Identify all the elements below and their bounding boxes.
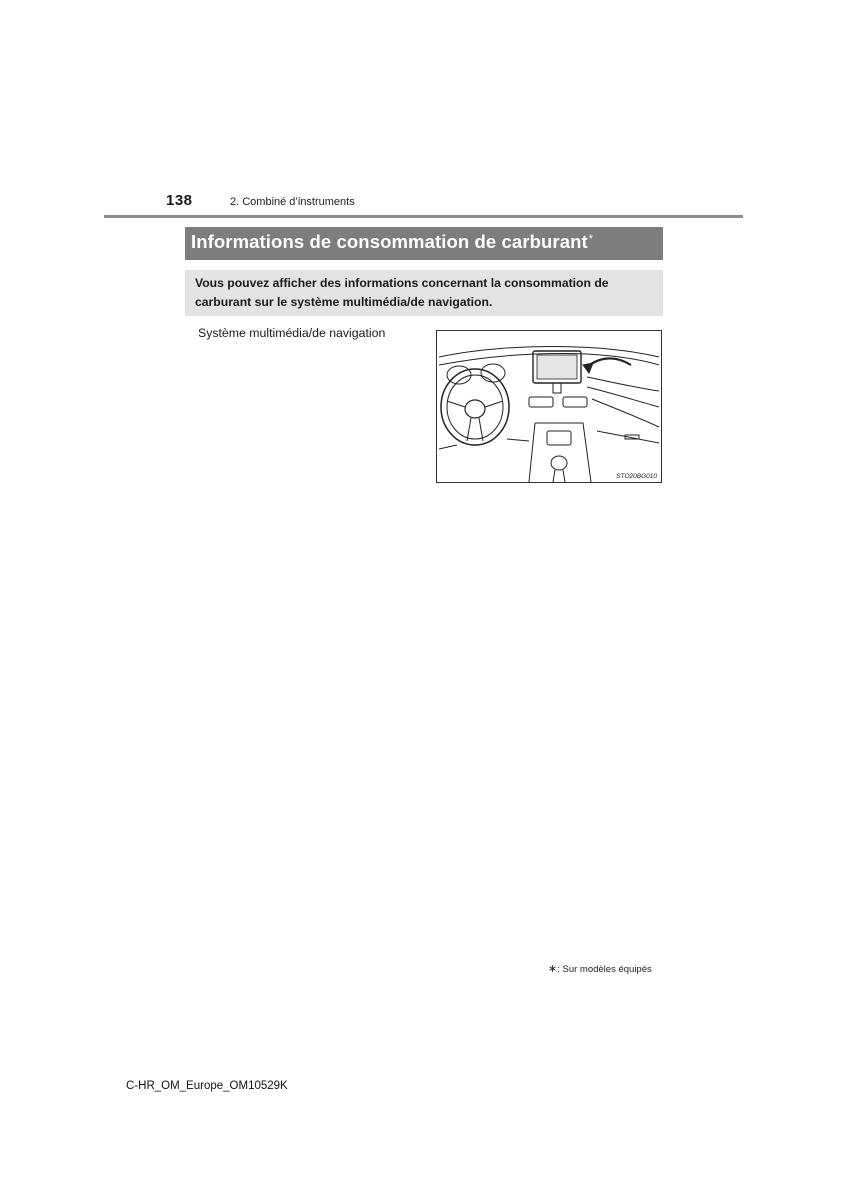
- footnote: [548, 962, 652, 975]
- figure-caption: Système multimédia/de navigation: [198, 326, 386, 340]
- footnote-asterisk: ∗: [548, 963, 558, 975]
- title-asterisk: *: [588, 232, 594, 245]
- footnote-text: : Sur modèles équipés: [557, 964, 652, 975]
- summary-box: [185, 270, 663, 316]
- chapter-title: 2. Combiné d’instruments: [230, 196, 355, 208]
- summary-line-2: carburant sur le système multimédia/de navigation.: [195, 295, 493, 309]
- page-number: 138: [166, 192, 193, 209]
- figure-code: STO20BG010: [616, 473, 657, 480]
- dashboard-illustration: [436, 330, 662, 483]
- summary-line-1: Vous pouvez afficher des informations concernant la consommation de: [195, 276, 609, 290]
- header-divider: [104, 215, 743, 218]
- section-title: Informations de consommation de carburant: [191, 231, 588, 252]
- dashboard-drawing: [437, 331, 661, 482]
- section-title-bar: [185, 227, 663, 260]
- document-code: C-HR_OM_Europe_OM10529K: [126, 1080, 288, 1092]
